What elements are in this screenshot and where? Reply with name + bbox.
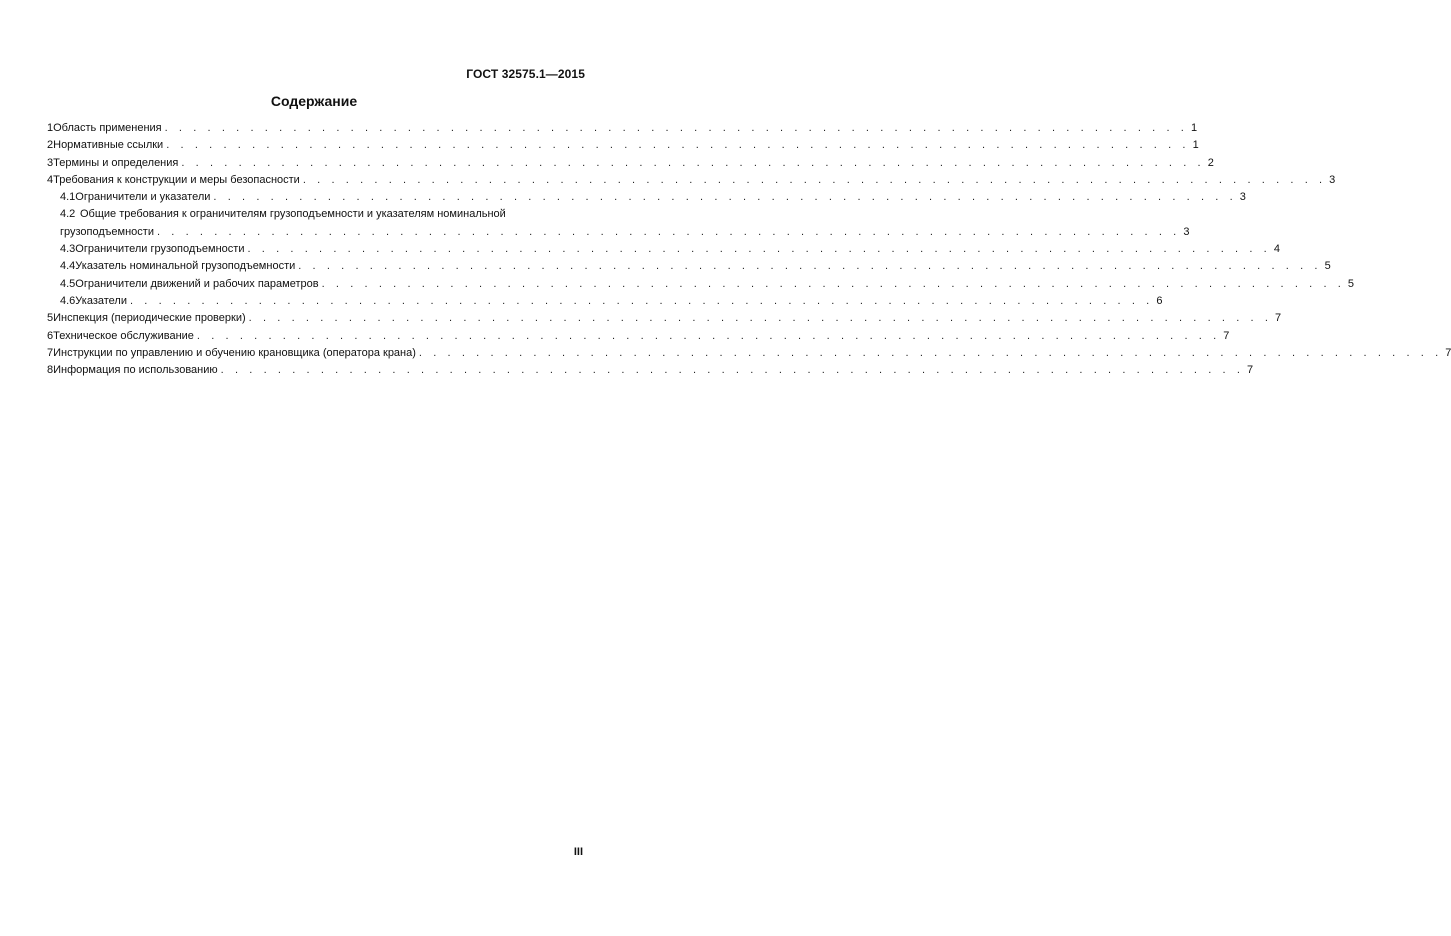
dot-leader: . . . . . . . . . . . . . . . . . . . . . . . . . . . . . . . . . . . . . . . . . . . . . . . . . . . . . . . . . . . . . . . . . . . . . . . . [418, 346, 1443, 359]
toc-entry-number: 4.6 [60, 294, 76, 307]
toc-entry[interactable] [47, 362, 1254, 379]
toc-entry[interactable] [47, 310, 1282, 327]
dot-leader: . . . . . . . . . . . . . . . . . . . . . . . . . . . . . . . . . . . . . . . . . . . . . . . . . . . . . . . . . . . . . . . . . . . . . . . . [156, 225, 1181, 238]
toc-entry-number: 5 [47, 312, 54, 325]
toc-entry[interactable] [47, 155, 1214, 172]
toc-entry-title: Указатели [75, 294, 127, 307]
toc-entry-page: 5 [1324, 260, 1331, 273]
document-code: ГОСТ 32575.1—2015 [466, 67, 585, 81]
dot-leader: . . . . . . . . . . . . . . . . . . . . . . . . . . . . . . . . . . . . . . . . . . . . . . . . . . . . . . . . . . . . . . . . . . . . . . . . [213, 191, 1237, 204]
toc-entry-number: 3 [47, 156, 54, 169]
page-number: III [573, 846, 583, 858]
dot-leader: . . . . . . . . . . . . . . . . . . . . . . . . . . . . . . . . . . . . . . . . . . . . . . . . . . . . . . . . . . . . . . . . . . . . . . . . [130, 294, 1154, 307]
toc-entry-page: 7 [1445, 346, 1451, 359]
toc-entry-title: Указатель номинальной грузоподъемности [75, 260, 296, 273]
table-of-contents [47, 120, 1451, 379]
toc-subentry[interactable] [47, 241, 1280, 258]
toc-subentry-wrapped[interactable] [47, 206, 584, 223]
toc-entry[interactable] [47, 328, 1230, 345]
toc-entry-number: 4.1 [60, 191, 76, 204]
toc-entry-page: 5 [1347, 277, 1355, 290]
toc-entry-title: Общие требования к ограничителям грузоподъемности и указателям номинальной [80, 208, 506, 221]
toc-entry[interactable] [47, 137, 1199, 154]
toc-entry-title: Инспекция (периодические проверки) [53, 312, 246, 325]
toc-entry-title: Термины и определения [53, 156, 179, 169]
dot-leader: . . . . . . . . . . . . . . . . . . . . . . . . . . . . . . . . . . . . . . . . . . . . . . . . . . . . . . . . . . . . . . . . . . . . . . . . [181, 156, 1205, 169]
toc-entry-title: Требования к конструкции и меры безопасности [53, 173, 300, 186]
dot-leader: . . . . . . . . . . . . . . . . . . . . . . . . . . . . . . . . . . . . . . . . . . . . . . . . . . . . . . . . . . . . . . . . . . . . . . . . [298, 260, 1322, 273]
dot-leader: . . . . . . . . . . . . . . . . . . . . . . . . . . . . . . . . . . . . . . . . . . . . . . . . . . . . . . . . . . . . . . . . . . . . . . . . [196, 329, 1221, 342]
toc-title: Содержание [270, 93, 358, 109]
toc-entry-page: 3 [1239, 191, 1246, 204]
toc-entry-page: 3 [1329, 173, 1336, 186]
toc-subentry[interactable] [47, 276, 1355, 293]
toc-entry-page: 2 [1207, 156, 1214, 169]
toc-entry-title: Нормативные ссылки [53, 139, 164, 152]
toc-entry-title: Область применения [53, 122, 162, 134]
dot-leader: . . . . . . . . . . . . . . . . . . . . . . . . . . . . . . . . . . . . . . . . . . . . . . . . . . . . . . . . . . . . . . . . . . . . . . . . [164, 122, 1188, 134]
toc-entry[interactable] [47, 120, 1198, 137]
toc-entry-number: 4 [47, 173, 54, 186]
toc-subentry[interactable] [47, 258, 1331, 275]
toc-entry[interactable] [47, 345, 1451, 362]
dot-leader: . . . . . . . . . . . . . . . . . . . . . . . . . . . . . . . . . . . . . . . . . . . . . . . . . . . . . . . . . . . . . . . . . . . . . . . . [302, 173, 1327, 186]
toc-entry-number: 2 [47, 139, 54, 152]
toc-entry-number: 1 [47, 122, 54, 134]
toc-subentry-continuation[interactable] [47, 224, 1190, 241]
toc-entry[interactable] [47, 172, 1336, 189]
toc-entry-page: 7 [1223, 329, 1230, 342]
toc-entry-page: 7 [1274, 312, 1282, 325]
toc-entry-number: 4.3 [60, 243, 76, 256]
toc-entry-title: Ограничители и указатели [75, 191, 211, 204]
toc-entry-number: 4.5 [60, 277, 76, 290]
dot-leader: . . . . . . . . . . . . . . . . . . . . . . . . . . . . . . . . . . . . . . . . . . . . . . . . . . . . . . . . . . . . . . . . . . . . . . . . [248, 312, 1272, 325]
dot-leader: . . . . . . . . . . . . . . . . . . . . . . . . . . . . . . . . . . . . . . . . . . . . . . . . . . . . . . . . . . . . . . . . . . . . . . . . [247, 243, 1271, 256]
toc-entry-title: Инструкции по управлению и обучению крановщика (оператора крана) [53, 346, 416, 359]
toc-entry-page: 1 [1192, 139, 1199, 152]
toc-entry-title: Ограничители грузоподъемности [75, 243, 245, 256]
toc-entry-number: 7 [47, 346, 54, 359]
toc-entry-title: Техническое обслуживание [53, 329, 194, 342]
toc-entry-title: Информация по использованию [53, 364, 218, 377]
toc-subentry[interactable] [47, 189, 1246, 206]
toc-entry-title-continuation: грузоподъемности [60, 225, 154, 238]
dot-leader: . . . . . . . . . . . . . . . . . . . . . . . . . . . . . . . . . . . . . . . . . . . . . . . . . . . . . . . . . . . . . . . . . . . . . . . . [321, 277, 1345, 290]
toc-subentry[interactable] [47, 293, 1163, 310]
dot-leader: . . . . . . . . . . . . . . . . . . . . . . . . . . . . . . . . . . . . . . . . . . . . . . . . . . . . . . . . . . . . . . . . . . . . . . . . [220, 364, 1244, 377]
toc-entry-page: 6 [1156, 294, 1163, 307]
toc-entry-page: 3 [1183, 225, 1190, 238]
toc-entry-page: 1 [1190, 122, 1198, 134]
toc-entry-number: 4.4 [60, 260, 76, 273]
dot-leader: . . . . . . . . . . . . . . . . . . . . . . . . . . . . . . . . . . . . . . . . . . . . . . . . . . . . . . . . . . . . . . . . . . . . . . . . [166, 139, 1190, 152]
toc-entry-page: 7 [1246, 364, 1254, 377]
toc-entry-page: 4 [1273, 243, 1280, 256]
toc-entry-number: 4.2 [60, 208, 76, 221]
toc-entry-number: 8 [47, 364, 54, 377]
toc-entry-title: Ограничители движений и рабочих параметров [75, 277, 319, 290]
toc-entry-number: 6 [47, 329, 54, 342]
